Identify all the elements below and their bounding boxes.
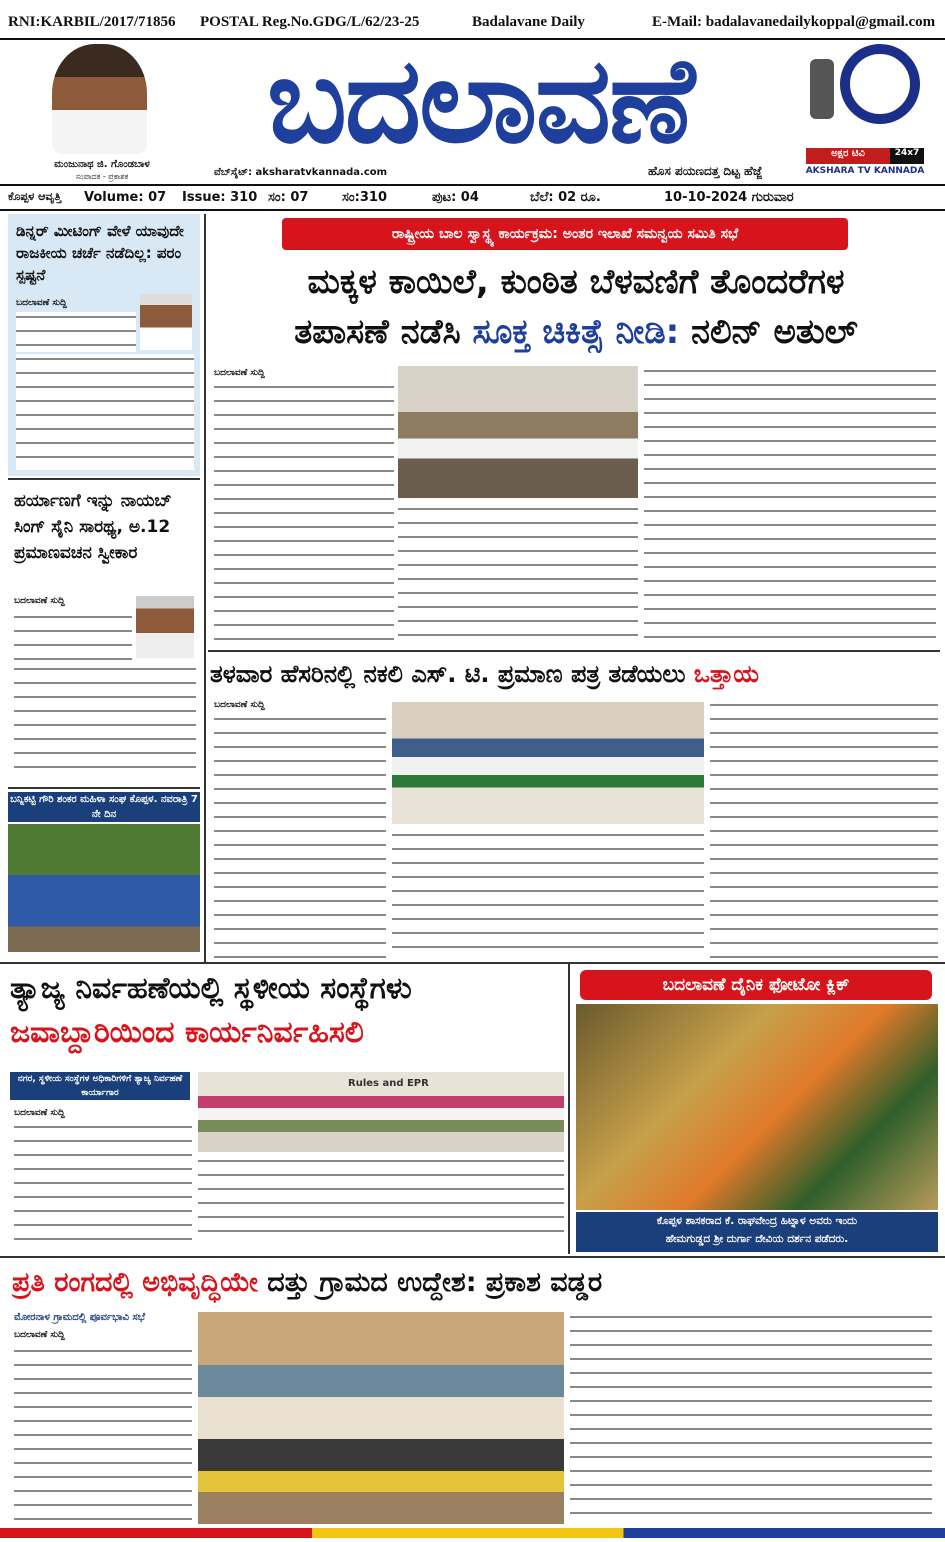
story2-headline-b: ಒತ್ತಾಯ	[693, 660, 759, 688]
story2-headline-a: ತಳವಾರ ಹೆಸರಿನಲ್ಲಿ ನಕಲಿ ಎಸ್. ಟಿ. ಪ್ರಮಾಣ ಪತ್ರ ತಡೆಯಲು	[210, 660, 686, 688]
tv-brand: AKSHARA TV KANNADA	[805, 166, 925, 176]
story2-byline: ಬದಲಾವಣೆ ಸುದ್ದಿ	[214, 700, 265, 710]
left-story-2-headline: ಹರ್ಯಾಣಗೆ ಇನ್ನು ನಾಯಬ್ ಸಿಂಗ್ ಸೈನಿ ಸಾರಥ್ಯ, ಅ.12 ಪ್ರಮಾಣವಚನ ಸ್ವೀಕಾರ	[14, 491, 172, 563]
photo-click-title: ಬದಲಾವಣೆ ದೈನಿಕ ಫೋಟೋ ಕ್ಲಿಕ್	[580, 970, 932, 1000]
photo-click-caption	[576, 1212, 938, 1252]
issue-bar	[0, 188, 945, 208]
editor-photo	[22, 44, 182, 181]
left-story-1	[8, 214, 200, 476]
left-story-1-headline: ಡಿನ್ನರ್ ಮೀಟಿಂಗ್ ವೇಳೆ ಯಾವುದೇ ರಾಜಕೀಯ ಚರ್ಚೆ ನಡೆದಿಲ್ಲ: ಪರಂ ಸ್ಪಷ್ಟನೆ	[16, 222, 184, 284]
lead-headline-2	[212, 306, 940, 358]
microphone-icon	[810, 59, 834, 119]
website: ವೆಬ್‌ಸೈಟ್: aksharatvkannada.com	[214, 167, 388, 178]
story4-headline	[12, 1260, 932, 1306]
rni-number: RNI:KARBIL/2017/71856	[8, 14, 176, 30]
photo-click-caption-2: ಹೇಮಗುಡ್ಡದ ಶ್ರೀ ದುರ್ಗಾ ದೇವಿಯ ದರ್ಶನ ಪಡೆದರು.	[665, 1233, 849, 1245]
lead-photo	[398, 366, 638, 498]
story3-headline-1: ತ್ಯಾಜ್ಯ ನಿರ್ವಹಣೆಯಲ್ಲಿ ಸ್ಥಳೀಯ ಸಂಸ್ಥೆಗಳು	[10, 971, 412, 1006]
story4-kicker: ಮೋರನಾಳ ಗ್ರಾಮದಲ್ಲಿ ಪೂರ್ವಭಾವಿ ಸಭೆ	[14, 1312, 145, 1323]
left-story-2-photo	[136, 596, 194, 658]
tv-logo	[800, 44, 930, 180]
price: ಬೆಲೆ: 02 ರೂ.	[530, 190, 601, 205]
postal-reg: POSTAL Reg.No.GDG/L/62/23-25	[200, 14, 420, 30]
tagline: ಹೊಸ ಪಯಣದತ್ತ ದಿಟ್ಟ ಹೆಜ್ಜೆ	[648, 164, 763, 178]
story4-headline-a: ಪ್ರತಿ ರಂಗದಲ್ಲಿ ಅಭಿವೃದ್ಧಿಯೇ	[12, 1267, 258, 1298]
left-story-1-photo	[140, 294, 192, 350]
bottom-strip	[0, 1528, 945, 1538]
left-story-3	[8, 792, 200, 958]
lead-byline: ಬದಲಾವಣೆ ಸುದ್ದಿ	[214, 368, 265, 378]
story4-headline-b: ದತ್ತು ಗ್ರಾಮದ ಉದ್ದೇಶ: ಪ್ರಕಾಶ ವಡ್ಡರ	[267, 1267, 603, 1298]
lead-headline-2a: ತಪಾಸಣೆ ನಡೆಸಿ	[294, 312, 461, 352]
story3-photo	[198, 1072, 564, 1152]
left-story-2-byline: ಬದಲಾವಣೆ ಸುದ್ದಿ	[14, 596, 65, 606]
lead-headline-2c: ನಲಿನ್ ಅತುಲ್	[691, 312, 858, 352]
left-story-3-photo	[8, 824, 200, 952]
tv-247: 24x7	[890, 148, 924, 164]
left-story-1-byline: ಬದಲಾವಣೆ ಸುದ್ದಿ	[16, 298, 67, 308]
left-story-3-headline: ಬನ್ನಿಕಟ್ಟಿ ಗೌರಿ ಶಂಕರ ಮಹಿಳಾ ಸಂಘ ಕೊಪ್ಪಳ. ನವರಾತ್ರಿ 7 ನೇ ದಿನ	[8, 792, 200, 822]
page-number: ಪುಟ: 04	[432, 190, 479, 205]
lead-headline-2b: ಸೂಕ್ತ ಚಿಕಿತ್ಸೆ ನೀಡಿ:	[472, 312, 680, 352]
story4-photo	[198, 1312, 564, 1524]
tv-label: ಅಕ್ಷರ ಟಿವಿ	[806, 148, 890, 164]
left-story-2	[8, 484, 200, 784]
edition: ಕೊಪ್ಪಳ ಆವೃತ್ತಿ	[8, 190, 62, 203]
date: 10-10-2024 ಗುರುವಾರ	[664, 190, 794, 205]
issue: Issue: 310	[182, 190, 258, 205]
photo-click-image	[576, 1004, 938, 1210]
daily-name: Badalavane Daily	[472, 14, 585, 30]
story3-photo-caption: Rules and EPR	[348, 1078, 429, 1089]
story3-kicker: ನಗರ, ಸ್ಥಳೀಯ ಸಂಸ್ಥೆಗಳ ಅಧಿಕಾರಿಗಳಿಗೆ ತ್ಯಾಜ್ಯ ನಿರ್ವಹಣೆ ಕಾರ್ಯಾಗಾರ	[10, 1072, 190, 1100]
story2-photo	[392, 702, 704, 824]
sam2: ಸಂ:310	[342, 190, 387, 205]
story2-headline	[210, 654, 940, 694]
lead-headline-1: ಮಕ್ಕಳ ಕಾಯಿಲೆ, ಕುಂಠಿತ ಬೆಳವಣಿಗೆ ತೊಂದರೆಗಳ	[307, 262, 845, 302]
story3-byline: ಬದಲಾವಣೆ ಸುದ್ದಿ	[14, 1108, 65, 1118]
story3-headline-2: ಜವಾಬ್ದಾರಿಯಿಂದ ಕಾರ್ಯನಿರ್ವಹಿಸಲಿ	[10, 1015, 364, 1050]
email: E-Mail: badalavanedailykoppal@gmail.com	[652, 14, 936, 30]
photo-click-caption-1: ಕೊಪ್ಪಳ ಶಾಸಕರಾದ ಕೆ. ರಾಘವೇಂದ್ರ ಹಿಟ್ನಾಳ ಅವರು ಇಂದು	[656, 1215, 858, 1227]
masthead-title: ಬದಲಾವಣೆ	[267, 31, 693, 169]
sam: ಸಂ: 07	[268, 190, 309, 205]
story4-byline: ಬದಲಾವಣೆ ಸುದ್ದಿ	[14, 1330, 65, 1340]
lead-kicker: ರಾಷ್ಟ್ರೀಯ ಬಾಲ ಸ್ವಾಸ್ಥ್ಯ ಕಾರ್ಯಕ್ರಮ: ಅಂತರ ಇಲಾಖೆ ಸಮನ್ವಯ ಸಮಿತಿ ಸಭೆ	[282, 218, 848, 250]
volume: Volume: 07	[84, 190, 167, 205]
editor-name: ಮಂಜುನಾಥ ಜಿ. ಗೊಂಡಬಾಳ	[54, 159, 150, 170]
editor-role: ಸಂಪಾದಕ - ಪ್ರಕಾಶಕ	[75, 172, 129, 181]
